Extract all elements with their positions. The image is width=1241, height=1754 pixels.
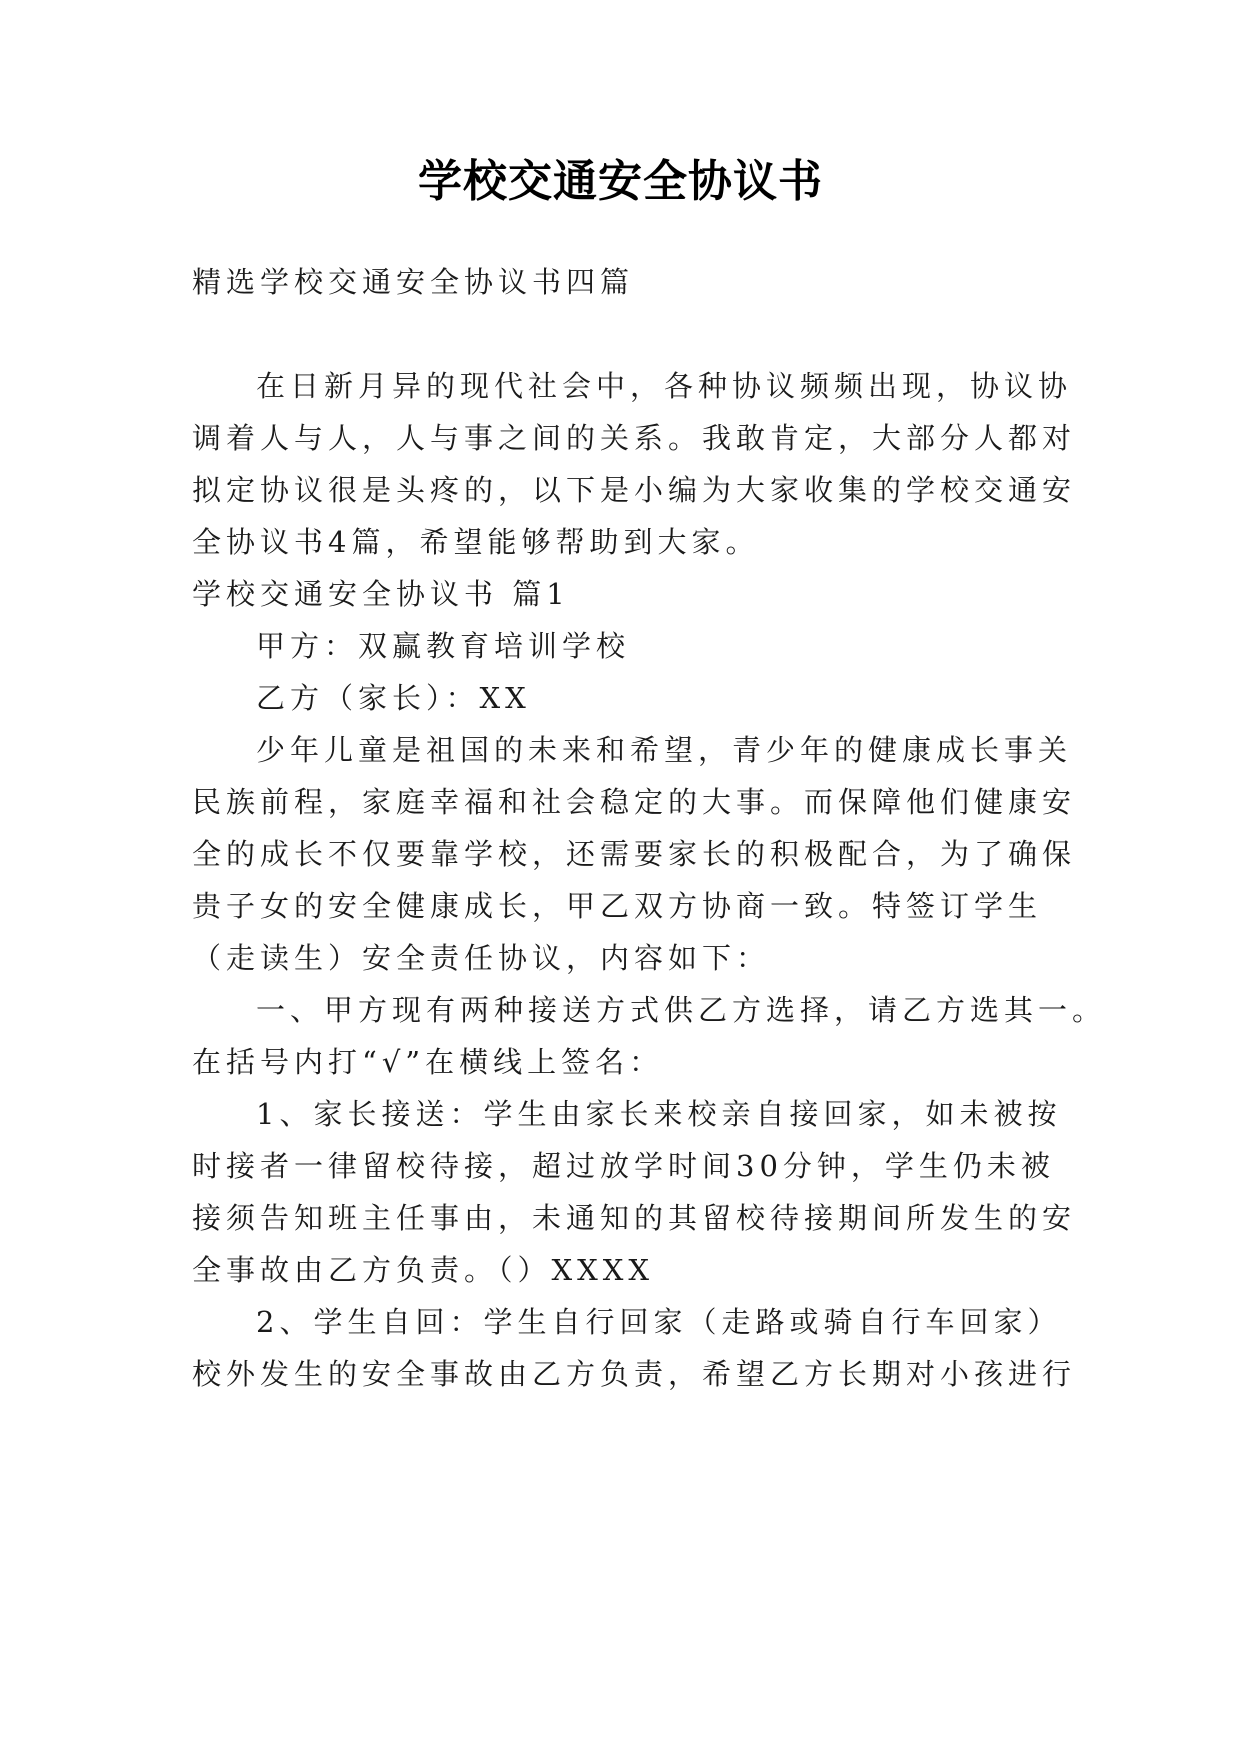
document-subtitle: 精选学校交通安全协议书四篇 <box>192 265 635 299</box>
paragraph-line: 时接者一律留校待接，超过放学时间30分钟，学生仍未被 <box>192 1149 1055 1183</box>
paragraph-line: 少年儿童是祖国的未来和希望，青少年的健康成长事关 <box>256 733 1073 767</box>
document-title: 学校交通安全协议书 <box>418 156 823 207</box>
paragraph-line: 贵子女的安全健康成长，甲乙双方协商一致。特签订学生 <box>192 889 1043 923</box>
party-a-line: 甲方：双赢教育培训学校 <box>256 629 631 663</box>
paragraph-line: 接须告知班主任事由，未通知的其留校待接期间所发生的安 <box>192 1201 1077 1235</box>
paragraph-line: 全的成长不仅要靠学校，还需要家长的积极配合，为了确保 <box>192 837 1077 871</box>
paragraph-line: 民族前程，家庭幸福和社会稳定的大事。而保障他们健康安 <box>192 785 1077 819</box>
paragraph-line: 全协议书4篇，希望能够帮助到大家。 <box>192 525 760 559</box>
paragraph-line: 在日新月异的现代社会中，各种协议频频出现，协议协 <box>256 369 1073 403</box>
paragraph-line: 全事故由乙方负责。（）XXXX <box>192 1253 655 1287</box>
paragraph-line: 2、学生自回：学生自行回家（走路或骑自行车回家） <box>256 1305 1062 1339</box>
party-b-line: 乙方（家长）：XX <box>256 681 531 715</box>
paragraph-line: 在括号内打“√”在横线上签名： <box>192 1045 664 1079</box>
section-heading: 学校交通安全协议书 篇1 <box>192 577 570 611</box>
paragraph-line: （走读生）安全责任协议，内容如下： <box>192 941 771 975</box>
paragraph-line: 调着人与人，人与事之间的关系。我敢肯定，大部分人都对 <box>192 421 1077 455</box>
paragraph-line: 校外发生的安全事故由乙方负责，希望乙方长期对小孩进行 <box>192 1357 1077 1391</box>
paragraph-line: 拟定协议很是头疼的，以下是小编为大家收集的学校交通安 <box>192 473 1077 507</box>
paragraph-line: 1、家长接送：学生由家长来校亲自接回家，如未被按 <box>256 1097 1062 1131</box>
paragraph-line: 一、甲方现有两种接送方式供乙方选择，请乙方选其一。 <box>256 993 1107 1027</box>
